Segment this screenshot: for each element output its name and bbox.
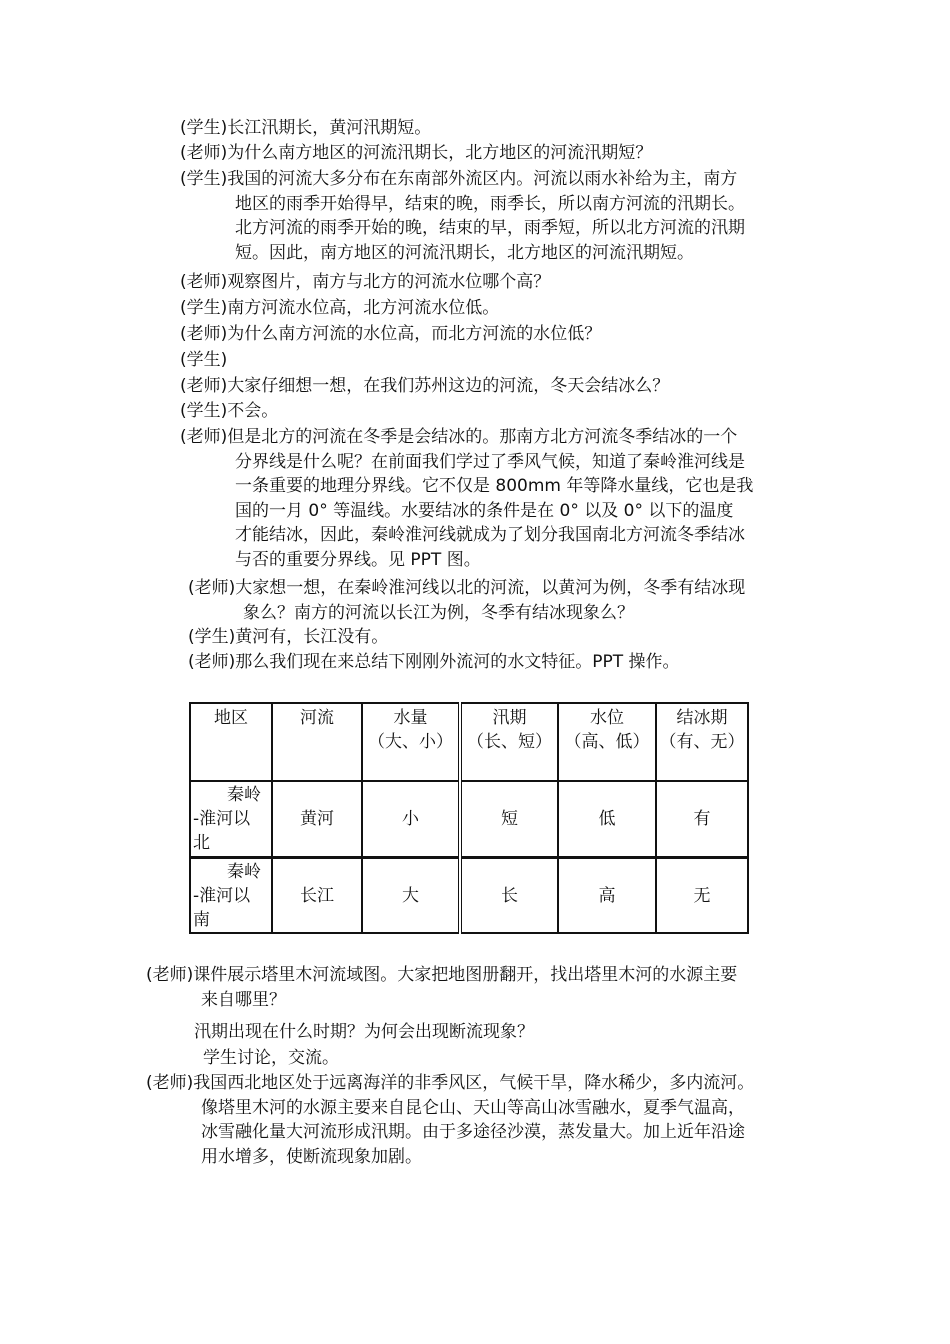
speaker-label: (老师) [180,324,228,344]
utterance: 地区的雨季开始得早，结束的晚，雨季长，所以南方河流的汛期长。 [235,193,745,214]
utterance: 黄河有，长江没有。 [235,627,389,647]
dialogue-line [203,1046,339,1071]
utterance: 象么？南方的河流以长江为例，冬季有结冰现象么？ [243,602,634,623]
dialogue-line [180,167,745,265]
dialogue-line [180,374,669,399]
utterance: 国的一月 0° 等温线。水要结冰的条件是在 0° 以及 0° 以下的温度 [235,500,734,521]
region-cell: 秦岭 -淮河以 北 [190,781,272,858]
header-cell-ice: 结冰期 （有、无） [656,703,748,781]
utterance: 短。因此，南方地区的河流汛期长，北方地区的河流汛期短。 [235,242,694,263]
utterance: 我国的河流大多分布在东南部外流区内。河流以雨水补给为主，南方 [227,169,738,189]
utterance: 冰雪融化量大河流形成汛期。由于多途径沙漠，蒸发量大。加上近年沿途 [201,1122,745,1142]
river-cell: 黄河 [272,781,362,858]
speaker-label: (老师) [180,143,228,163]
speaker-label: (老师) [180,272,228,292]
dialogue-line [180,116,431,141]
speaker-label: (学生) [180,118,228,138]
dialogue-line [188,576,745,625]
level-cell: 高 [558,858,656,934]
utterance: 长江汛期长，黄河汛期短。 [227,118,432,138]
dialogue-line [180,270,550,295]
speaker-label: (老师) [146,965,194,985]
utterance: 为什么南方地区的河流汛期长，北方地区的河流汛期短？ [227,143,653,163]
utterance: 大家仔细想一想，在我们苏州这边的河流，冬天会结冰么？ [227,376,670,396]
utterance: 汛期出现在什么时期？为何会出现断流现象？ [194,1022,534,1042]
dialogue-line [188,625,388,650]
utterance: 一条重要的地理分界线。它不仅是 800mm 年等降水量线，它也是我 [235,476,754,496]
utterance: 学生讨论，交流。 [203,1048,339,1068]
table-row [190,781,748,858]
volume-cell: 大 [362,858,460,934]
dialogue-line [180,141,652,166]
utterance: 为什么南方河流的水位高，而北方河流的水位低？ [227,324,602,344]
hydrology-summary-table [189,702,749,934]
utterance: 我国西北地区处于远离海洋的非季风区，气候干旱，降水稀少，多内流河。 [193,1073,755,1093]
utterance: 那么我们现在来总结下刚刚外流河的水文特征。PPT 操作。 [235,652,680,672]
speaker-label: (学生) [180,169,228,189]
table-header-row [190,703,748,781]
speaker-label: (学生) [180,298,228,318]
speaker-label: (老师) [188,578,236,598]
utterance: 分界线是什么呢？在前面我们学过了季风气候，知道了秦岭淮河线是 [235,451,745,472]
dialogue-line [188,650,680,675]
speaker-label: (老师) [188,652,236,672]
utterance: 来自哪里？ [201,989,286,1010]
flood-cell: 长 [460,858,558,934]
header-cell-river: 河流 [272,703,362,781]
utterance: 不会。 [227,401,279,421]
dialogue-line [194,1020,534,1045]
dialogue-line [180,348,227,373]
dialogue-line [146,963,737,1012]
utterance: 大家想一想，在秦岭淮河线以北的河流，以黄河为例，冬季有结冰现 [235,578,746,598]
dialogue-line [180,296,499,321]
header-cell-region: 地区 [190,703,272,781]
table-row [190,858,748,934]
utterance: 观察图片，南方与北方的河流水位哪个高？ [227,272,551,292]
dialogue-line [180,322,601,347]
utterance: 南方河流水位高，北方河流水位低。 [227,298,500,318]
ice-cell: 无 [656,858,748,934]
level-cell: 低 [558,781,656,858]
flood-cell: 短 [460,781,558,858]
dialogue-line [146,1071,754,1169]
dialogue-line [180,425,753,572]
utterance: 但是北方的河流在冬季是会结冰的。那南方北方河流冬季结冰的一个 [227,427,738,447]
speaker-label: (老师) [180,376,228,396]
utterance: 才能结冰，因此，秦岭淮河线就成为了划分我国南北方河流冬季结冰 [235,525,745,545]
region-cell: 秦岭 -淮河以 南 [190,858,272,934]
header-cell-volume: 水量 （大、小） [362,703,460,781]
dialogue-line [180,399,278,424]
utterance: 像塔里木河的水源主要来自昆仑山、天山等高山冰雪融水，夏季气温高， [201,1097,745,1118]
utterance: 课件展示塔里木河流域图。大家把地图册翻开，找出塔里木河的水源主要 [193,965,738,985]
speaker-label: (学生) [180,401,228,421]
utterance: 与否的重要分界线。见 PPT 图。 [235,549,481,570]
header-cell-flood: 汛期 （长、短） [460,703,558,781]
utterance: 用水增多，使断流现象加剧。 [201,1146,422,1167]
speaker-label: (老师) [146,1073,194,1093]
river-cell: 长江 [272,858,362,934]
header-cell-level: 水位 （高、低） [558,703,656,781]
speaker-label: (老师) [180,427,228,447]
ice-cell: 有 [656,781,748,858]
speaker-label: (学生) [188,627,236,647]
utterance: 北方河流的雨季开始的晚，结束的早，雨季短，所以北方河流的汛期 [235,218,745,238]
volume-cell: 小 [362,781,460,858]
speaker-label: (学生) [180,350,228,370]
